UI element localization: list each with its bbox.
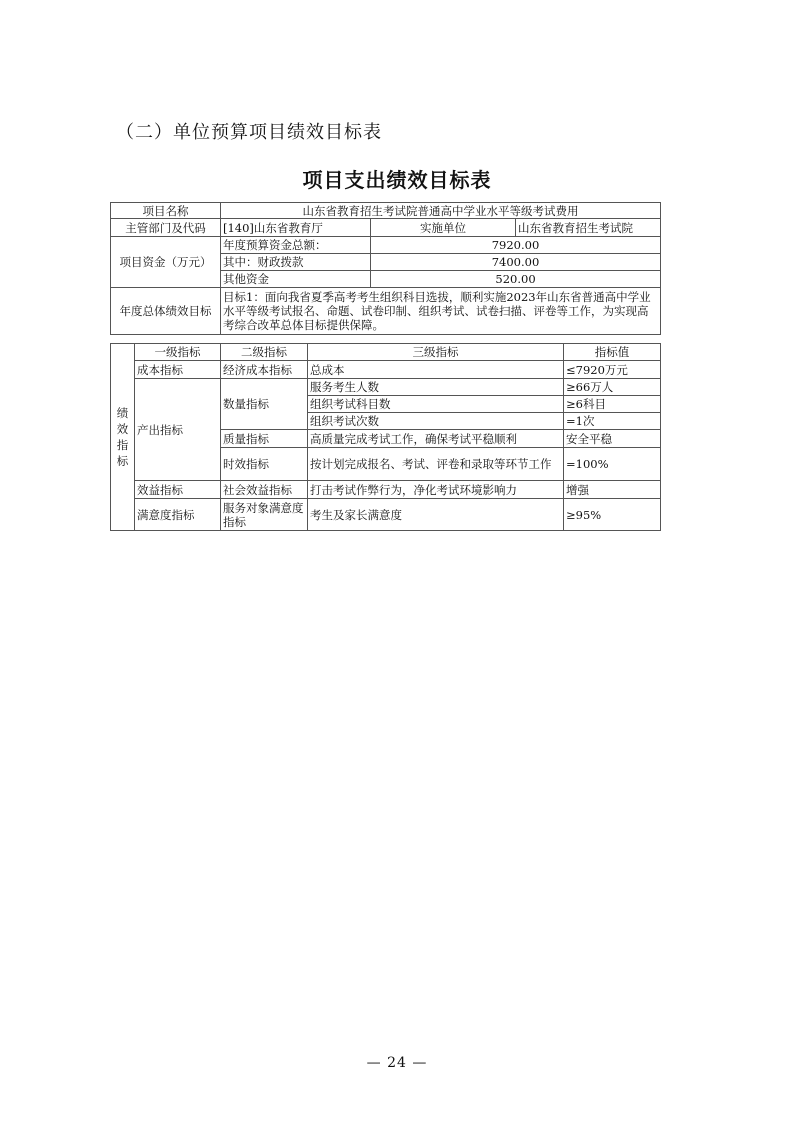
benefit-level3: 打击考试作弊行为，净化考试环境影响力 — [308, 481, 564, 499]
project-name-row — [111, 203, 661, 219]
performance-indicators-table — [110, 343, 661, 531]
header-level3: 三级指标 — [308, 344, 564, 361]
annual-goal-label: 年度总体绩效目标 — [111, 288, 221, 335]
section-heading: （二）单位预算项目绩效目标表 — [116, 122, 382, 143]
output-level1: 产出指标 — [135, 379, 221, 481]
header-level2: 二级指标 — [221, 344, 308, 361]
benefit-level1: 效益指标 — [135, 481, 221, 499]
funds-fiscal-label: 其中：财政拨款 — [221, 254, 371, 271]
cost-level2: 经济成本指标 — [221, 361, 308, 379]
quality-level3: 高质量完成考试工作，确保考试平稳顺利 — [308, 430, 564, 448]
impl-unit-label: 实施单位 — [371, 219, 516, 237]
benefit-value: 增强 — [564, 481, 661, 499]
indicators-header-row — [111, 344, 661, 361]
cost-row — [111, 361, 661, 379]
funds-label: 项目资金（万元） — [111, 237, 221, 288]
timeliness-value: =100% — [564, 448, 661, 481]
header-level1: 一级指标 — [135, 344, 221, 361]
side-label-char: 指 — [116, 438, 129, 452]
annual-goal-row — [111, 288, 661, 335]
header-value: 指标值 — [564, 344, 661, 361]
funds-total-label: 年度预算资金总额： — [221, 237, 371, 254]
quantity-3-level3: 组织考试次数 — [308, 413, 564, 430]
benefit-row — [111, 481, 661, 499]
quality-value: 安全平稳 — [564, 430, 661, 448]
side-label-char: 效 — [116, 422, 129, 436]
quantity-2-value: ≥6科目 — [564, 396, 661, 413]
satisfaction-level3: 考生及家长满意度 — [308, 499, 564, 531]
dept-row — [111, 219, 661, 237]
quantity-row-1 — [111, 379, 661, 396]
funds-other-label: 其他资金 — [221, 271, 371, 288]
cost-level1: 成本指标 — [135, 361, 221, 379]
funds-total-row — [111, 237, 661, 254]
quantity-1-level3: 服务考生人数 — [308, 379, 564, 396]
project-name-value: 山东省教育招生考试院普通高中学业水平等级考试费用 — [221, 203, 661, 219]
performance-indicators-side-label — [111, 344, 135, 531]
satisfaction-row — [111, 499, 661, 531]
page-number: — 24 — — [366, 1055, 428, 1071]
benefit-level2: 社会效益指标 — [221, 481, 308, 499]
side-label-char: 标 — [116, 454, 129, 468]
funds-total-value: 7920.00 — [371, 237, 661, 254]
dept-label: 主管部门及代码 — [111, 219, 221, 237]
quantity-level2: 数量指标 — [221, 379, 308, 430]
dept-value: [140]山东省教育厅 — [221, 219, 371, 237]
satisfaction-level2: 服务对象满意度指标 — [221, 499, 308, 531]
quantity-1-value: ≥66万人 — [564, 379, 661, 396]
cost-level3: 总成本 — [308, 361, 564, 379]
project-name-label: 项目名称 — [111, 203, 221, 219]
side-label-char: 绩 — [116, 406, 129, 420]
quantity-3-value: =1次 — [564, 413, 661, 430]
document-title: 项目支出绩效目标表 — [302, 168, 492, 192]
impl-unit-value: 山东省教育招生考试院 — [516, 219, 661, 237]
funds-fiscal-value: 7400.00 — [371, 254, 661, 271]
annual-goal-value: 目标1：面向我省夏季高考考生组织科目选拔，顺利实施2023年山东省普通高中学业水平等级考试报名、命题、试卷印制、组织考试、试卷扫描、评卷等工作，为实现高考综合改革总体目标提供保障。 — [221, 288, 661, 335]
project-info-table — [110, 202, 661, 335]
satisfaction-value: ≥95% — [564, 499, 661, 531]
quantity-2-level3: 组织考试科目数 — [308, 396, 564, 413]
timeliness-level2: 时效指标 — [221, 448, 308, 481]
funds-other-value: 520.00 — [371, 271, 661, 288]
satisfaction-level1: 满意度指标 — [135, 499, 221, 531]
cost-value: ≤7920万元 — [564, 361, 661, 379]
timeliness-level3: 按计划完成报名、考试、评卷和录取等环节工作 — [308, 448, 564, 481]
quality-level2: 质量指标 — [221, 430, 308, 448]
